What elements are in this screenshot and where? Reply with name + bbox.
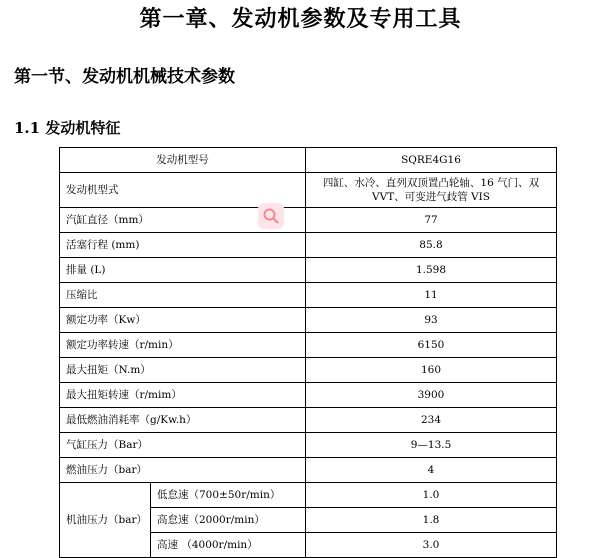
engine-spec-table — [59, 147, 557, 558]
table-row — [60, 433, 557, 458]
engine-type-value: 四缸、水冷、直列双顶置凸轮轴、16 气门、双 VVT、可变进气歧管 VIS — [306, 173, 557, 208]
oil-pressure-sublabel: 低怠速（700±50r/min） — [151, 483, 306, 508]
spec-label: 压缩比 — [60, 283, 306, 308]
table-row-engine-type — [60, 173, 557, 208]
spec-label: 排量 (L) — [60, 258, 306, 283]
table-row — [60, 358, 557, 383]
section-title: 第一节、发动机机械技术参数 — [14, 67, 235, 87]
oil-pressure-value: 1.8 — [306, 508, 557, 533]
engine-model-label: 发动机型号 — [60, 148, 306, 173]
table-row-header — [60, 148, 557, 173]
spec-value: 85.8 — [306, 233, 557, 258]
search-icon — [262, 207, 280, 225]
engine-type-label: 发动机型式 — [60, 173, 306, 208]
table-row-oil-low-idle — [60, 483, 557, 508]
spec-value: 160 — [306, 358, 557, 383]
watermark-search-badge — [258, 203, 284, 229]
table-row — [60, 383, 557, 408]
spec-label: 燃油压力（bar） — [60, 458, 306, 483]
oil-pressure-sublabel: 高速 （4000r/min） — [151, 533, 306, 558]
spec-label: 额定功率转速（r/min） — [60, 333, 306, 358]
spec-label: 额定功率（Kw） — [60, 308, 306, 333]
spec-label: 最大扭矩（N.m） — [60, 358, 306, 383]
spec-label: 最低燃油消耗率（g/Kw.h） — [60, 408, 306, 433]
table-row — [60, 283, 557, 308]
spec-label: 最大扭矩转速（r/mim） — [60, 383, 306, 408]
table-row — [60, 458, 557, 483]
subsection-title: 1.1 发动机特征 — [14, 119, 121, 137]
spec-value: 77 — [306, 208, 557, 233]
oil-pressure-value: 1.0 — [306, 483, 557, 508]
oil-pressure-sublabel: 高怠速（2000r/min） — [151, 508, 306, 533]
spec-value: 93 — [306, 308, 557, 333]
table-row — [60, 208, 557, 233]
spec-value: 6150 — [306, 333, 557, 358]
spec-label: 气缸压力（Bar） — [60, 433, 306, 458]
table-row — [60, 233, 557, 258]
table-row — [60, 258, 557, 283]
table-row — [60, 333, 557, 358]
spec-label: 汽缸直径（mm） — [60, 208, 306, 233]
spec-value: 4 — [306, 458, 557, 483]
spec-value: 1.598 — [306, 258, 557, 283]
table-row — [60, 308, 557, 333]
spec-value: 234 — [306, 408, 557, 433]
oil-pressure-value: 3.0 — [306, 533, 557, 558]
spec-value: 11 — [306, 283, 557, 308]
table-row — [60, 408, 557, 433]
engine-model-value: SQRE4G16 — [306, 148, 557, 173]
oil-pressure-label: 机油压力（bar） — [60, 483, 151, 558]
chapter-title: 第一章、发动机参数及专用工具 — [139, 6, 462, 32]
spec-label: 活塞行程 (mm) — [60, 233, 306, 258]
spec-value: 9—13.5 — [306, 433, 557, 458]
spec-value: 3900 — [306, 383, 557, 408]
